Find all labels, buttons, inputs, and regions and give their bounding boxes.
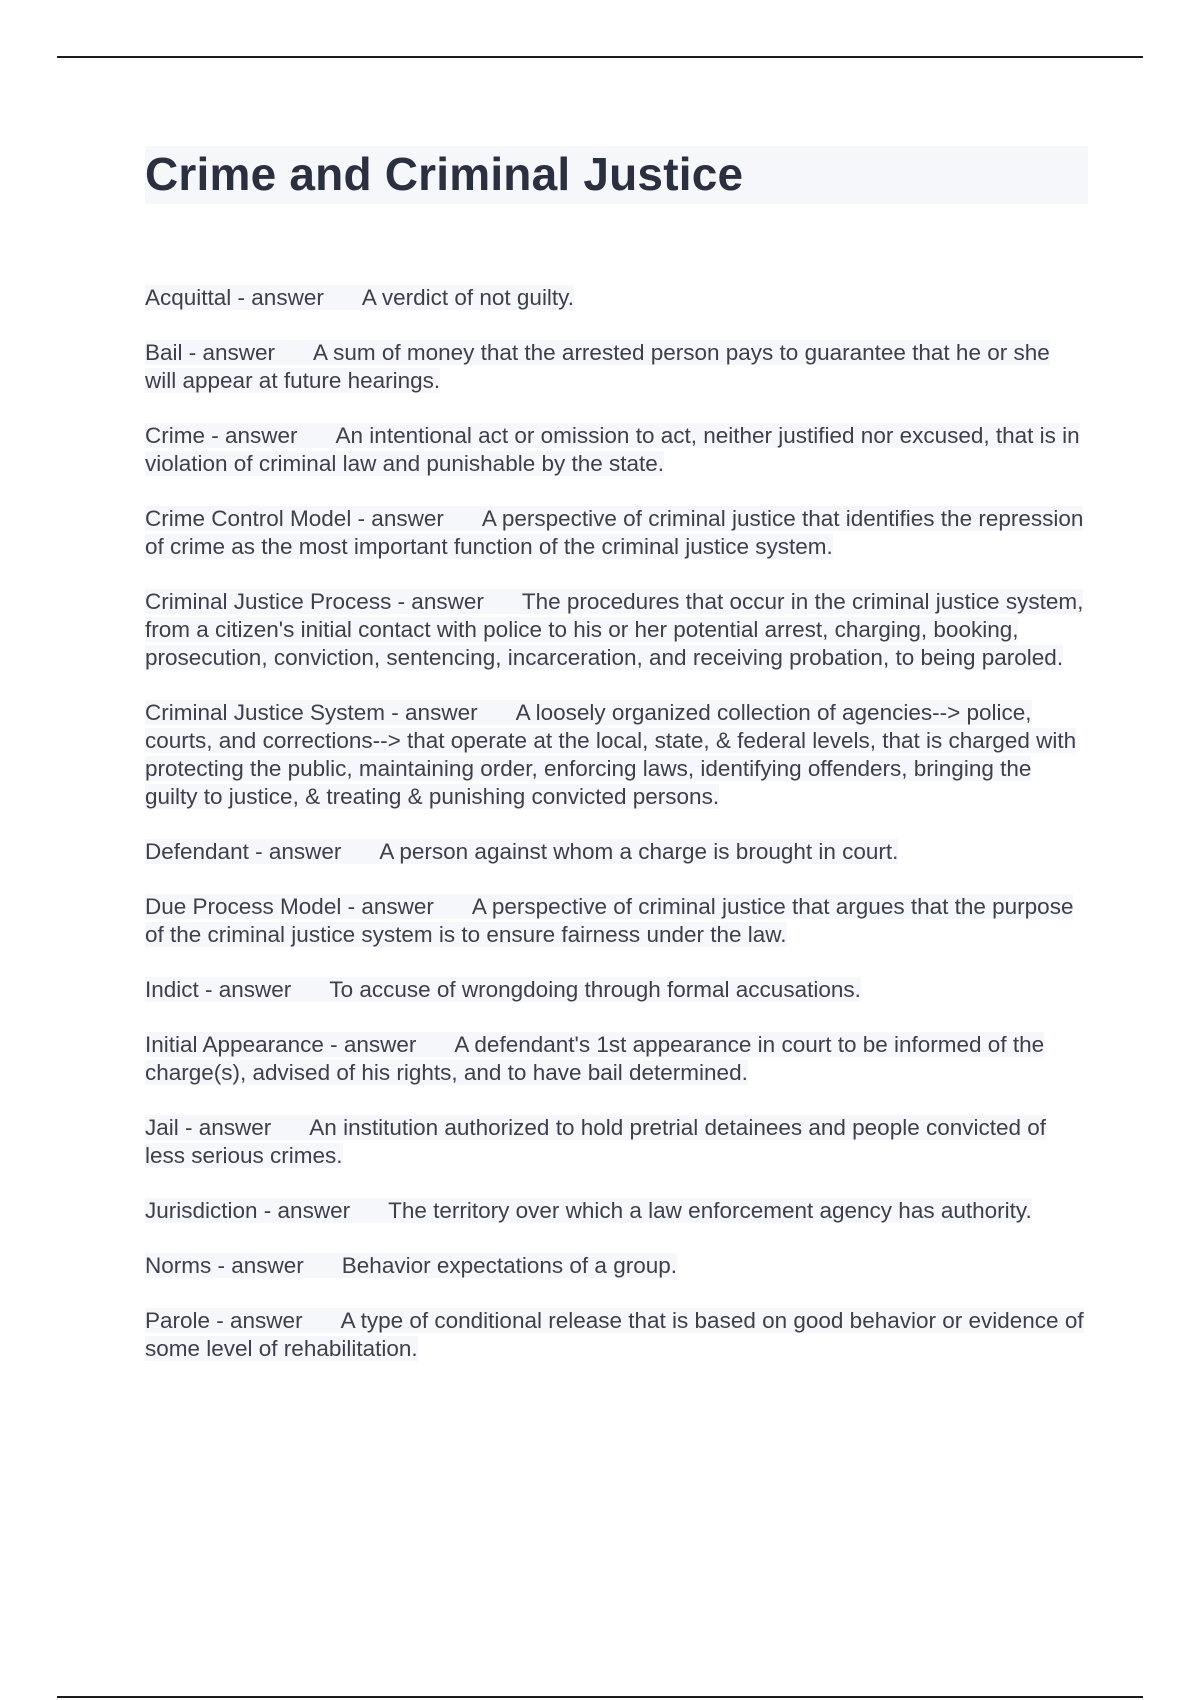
glossary-entry (145, 339, 1085, 395)
entry-definition: A perspective of criminal justice that identifies the repression of crime as the most important function of the criminal justice system. (145, 506, 1084, 559)
entry-definition: A loosely organized collection of agencies--> police, courts, and corrections--> that operate at the local, state, & federal levels, that is charged with protecting the public, maintaining order, enforcing laws, identifying offenders, bringing the guilty to justice, & treating & punishing convicted persons. (145, 700, 1077, 809)
glossary-entry (145, 699, 1085, 811)
glossary-entry (145, 505, 1085, 561)
glossary-entry (145, 893, 1085, 949)
entry-definition: The procedures that occur in the criminal justice system, from a citizen's initial contact with police to his or her potential arrest, charging, booking, prosecution, conviction, sentencing, incarceration, and receiving probation, to being paroled. (145, 589, 1084, 670)
entry-definition: An institution authorized to hold pretrial detainees and people convicted of less serious crimes. (145, 1115, 1047, 1168)
glossary-entry (145, 1252, 1085, 1280)
glossary-entry (145, 588, 1085, 672)
entry-term: Norms - answer (145, 1253, 304, 1278)
entry-term: Indict - answer (145, 977, 292, 1002)
entry-term: Bail - answer (145, 340, 276, 365)
entry-definition: An intentional act or omission to act, neither justified nor excused, that is in violation of criminal law and punishable by the state. (145, 423, 1080, 476)
entry-definition: The territory over which a law enforcement agency has authority. (388, 1198, 1032, 1223)
entry-definition: A type of conditional release that is based on good behavior or evidence of some level of rehabilitation. (145, 1308, 1084, 1361)
entry-term: Jurisdiction - answer (145, 1198, 351, 1223)
entry-term: Defendant - answer (145, 839, 342, 864)
glossary-entry (145, 976, 1085, 1004)
entry-term: Criminal Justice Process - answer (145, 589, 484, 614)
entry-term: Acquittal - answer (145, 285, 324, 310)
entry-definition: A defendant's 1st appearance in court to be informed of the charge(s), advised of his rights, and to have bail determined. (145, 1032, 1045, 1085)
entry-definition: Behavior expectations of a group. (341, 1253, 677, 1278)
entry-term: Parole - answer (145, 1308, 303, 1333)
glossary-entry (145, 1114, 1085, 1170)
bottom-rule (57, 1696, 1143, 1698)
entry-term: Criminal Justice System - answer (145, 700, 478, 725)
top-rule (57, 56, 1143, 58)
entry-term: Initial Appearance - answer (145, 1032, 417, 1057)
entry-term: Crime Control Model - answer (145, 506, 444, 531)
glossary-entry (145, 1307, 1085, 1363)
entry-term: Due Process Model - answer (145, 894, 434, 919)
entry-definition: A sum of money that the arrested person pays to guarantee that he or she will appear at future hearings. (145, 340, 1050, 393)
page-title: Crime and Criminal Justice (145, 148, 744, 200)
glossary-list (145, 284, 1085, 1390)
entry-definition: A verdict of not guilty. (361, 285, 575, 310)
glossary-entry (145, 1197, 1085, 1225)
entry-term: Crime - answer (145, 423, 298, 448)
entry-term: Jail - answer (145, 1115, 272, 1140)
entry-definition: A person against whom a charge is brought in court. (379, 839, 899, 864)
entry-definition: To accuse of wrongdoing through formal accusations. (329, 977, 861, 1002)
glossary-entry (145, 1031, 1085, 1087)
glossary-entry (145, 838, 1085, 866)
glossary-entry (145, 284, 1085, 312)
entry-definition: A perspective of criminal justice that argues that the purpose of the criminal justice system is to ensure fairness under the law. (145, 894, 1074, 947)
glossary-entry (145, 422, 1085, 478)
